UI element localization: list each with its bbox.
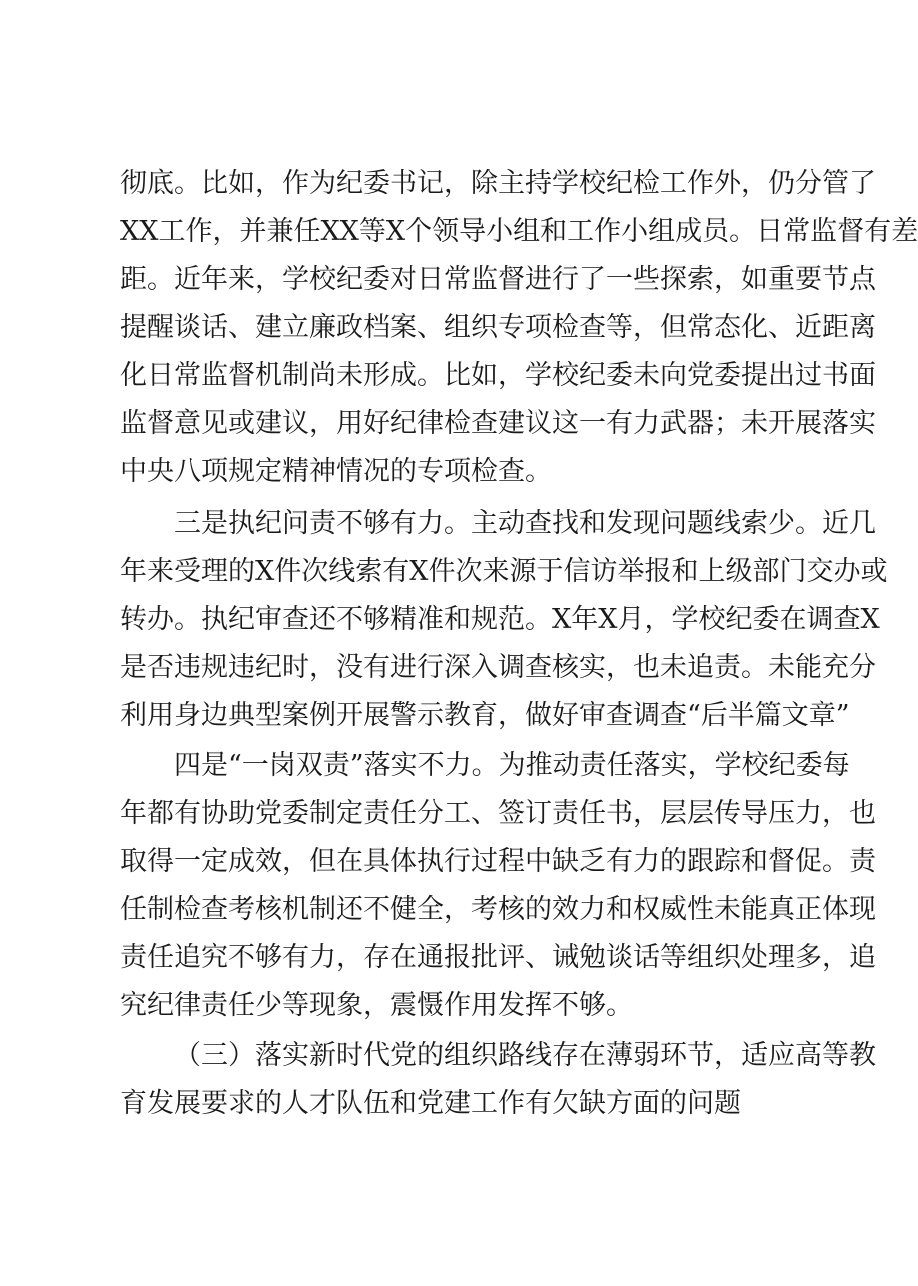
text-line: 距。近年来，学校纪委对日常监督进行了一些探索，如重要节点 <box>120 264 876 295</box>
text-line: 年都有协助党委制定责任分工、签订责任书，层层传导压力，也 <box>120 798 876 829</box>
text-line: 中央八项规定精神情况的专项检查。 <box>120 456 552 487</box>
paragraph-heading-line: 三是执纪问责不够有力。主动查找和发现问题线索少。近几 <box>174 508 876 539</box>
text-line: 彻底。比如，作为纪委书记，除主持学校纪检工作外，仍分管了 <box>120 168 876 199</box>
text-line: 年来受理的X件次线索有X件次来源于信访举报和上级部门交办或 <box>120 556 888 587</box>
section-heading-line: （三）落实新时代党的组织路线存在薄弱环节，适应高等教 <box>174 1040 876 1071</box>
text-line: 化日常监督机制尚未形成。比如，学校纪委未向党委提出过书面 <box>120 360 876 391</box>
text-line: 取得一定成效，但在具体执行过程中缺乏有力的跟踪和督促。责 <box>120 846 876 877</box>
text-line: 利用身边典型案例开展警示教育，做好审查调查“后半篇文章” <box>120 700 850 731</box>
text-line: 转办。执纪审查还不够精准和规范。X年X月，学校纪委在调查X <box>120 604 880 635</box>
text-line: 提醒谈话、建立廉政档案、组织专项检查等，但常态化、近距离 <box>120 312 876 343</box>
text-line: 是否违规违纪时，没有进行深入调查核实，也未追责。未能充分 <box>120 652 876 683</box>
text-line: 监督意见或建议，用好纪律检查建议这一有力武器；未开展落实 <box>120 408 876 439</box>
text-line: 任制检查考核机制还不健全，考核的效力和权威性未能真正体现 <box>120 894 876 925</box>
text-line: 责任追究不够有力，存在通报批评、诫勉谈话等组织处理多，追 <box>120 942 876 973</box>
text-line: XX工作，并兼任XX等X个领导小组和工作小组成员。日常监督有差 <box>120 216 918 247</box>
section-heading-line: 育发展要求的人才队伍和党建工作有欠缺方面的问题 <box>120 1088 741 1119</box>
paragraph-heading-line: 四是“一岗双责”落实不力。为推动责任落实，学校纪委每 <box>174 750 850 781</box>
text-line: 究纪律责任少等现象，震慑作用发挥不够。 <box>120 990 633 1021</box>
